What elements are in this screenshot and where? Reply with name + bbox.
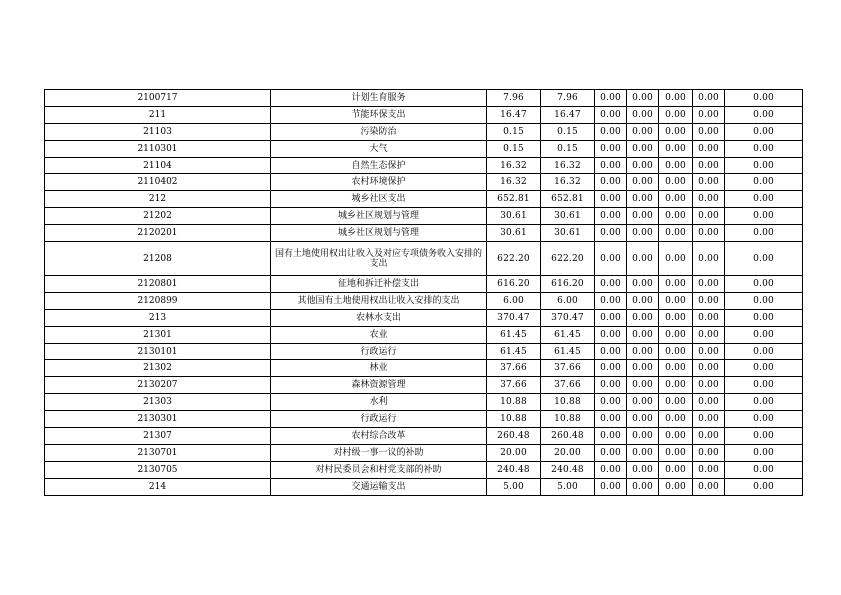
amount-col4-cell: 0.00 bbox=[627, 90, 659, 107]
amount-total-cell: 622.20 bbox=[487, 242, 541, 276]
amount-col4-cell: 0.00 bbox=[627, 478, 659, 495]
subject-code-cell: 211 bbox=[45, 106, 271, 123]
amount-col3-cell: 0.00 bbox=[595, 411, 627, 428]
amount-col5-cell: 0.00 bbox=[659, 106, 693, 123]
amount-basic-cell: 370.47 bbox=[541, 309, 595, 326]
amount-col3-cell: 0.00 bbox=[595, 343, 627, 360]
amount-total-cell: 61.45 bbox=[487, 343, 541, 360]
table-row bbox=[45, 343, 803, 360]
table-row bbox=[45, 478, 803, 495]
amount-total-cell: 20.00 bbox=[487, 444, 541, 461]
subject-code-cell: 2130207 bbox=[45, 377, 271, 394]
amount-basic-cell: 0.15 bbox=[541, 123, 595, 140]
amount-col4-cell: 0.00 bbox=[627, 444, 659, 461]
amount-basic-cell: 260.48 bbox=[541, 428, 595, 445]
amount-basic-cell: 616.20 bbox=[541, 276, 595, 293]
amount-col4-cell: 0.00 bbox=[627, 461, 659, 478]
amount-total-cell: 16.32 bbox=[487, 174, 541, 191]
amount-basic-cell: 16.32 bbox=[541, 157, 595, 174]
amount-col6-cell: 0.00 bbox=[693, 276, 725, 293]
amount-col6-cell: 0.00 bbox=[693, 90, 725, 107]
amount-col7-cell: 0.00 bbox=[725, 140, 803, 157]
amount-col3-cell: 0.00 bbox=[595, 106, 627, 123]
table-row bbox=[45, 360, 803, 377]
budget-table bbox=[44, 89, 803, 496]
amount-col7-cell: 0.00 bbox=[725, 377, 803, 394]
amount-total-cell: 0.15 bbox=[487, 123, 541, 140]
table-row bbox=[45, 242, 803, 276]
amount-col7-cell: 0.00 bbox=[725, 123, 803, 140]
subject-code-cell: 2120801 bbox=[45, 276, 271, 293]
amount-total-cell: 616.20 bbox=[487, 276, 541, 293]
amount-col4-cell: 0.00 bbox=[627, 343, 659, 360]
amount-col7-cell: 0.00 bbox=[725, 276, 803, 293]
amount-total-cell: 5.00 bbox=[487, 478, 541, 495]
amount-total-cell: 6.00 bbox=[487, 292, 541, 309]
subject-name-cell: 城乡社区支出 bbox=[271, 191, 487, 208]
amount-col5-cell: 0.00 bbox=[659, 191, 693, 208]
amount-basic-cell: 30.61 bbox=[541, 225, 595, 242]
amount-col4-cell: 0.00 bbox=[627, 123, 659, 140]
amount-col4-cell: 0.00 bbox=[627, 225, 659, 242]
amount-col6-cell: 0.00 bbox=[693, 377, 725, 394]
subject-name-cell: 农村环境保护 bbox=[271, 174, 487, 191]
amount-col7-cell: 0.00 bbox=[725, 343, 803, 360]
amount-col3-cell: 0.00 bbox=[595, 225, 627, 242]
table-row bbox=[45, 123, 803, 140]
amount-total-cell: 260.48 bbox=[487, 428, 541, 445]
subject-code-cell: 21301 bbox=[45, 326, 271, 343]
subject-name-cell: 交通运输支出 bbox=[271, 478, 487, 495]
amount-col6-cell: 0.00 bbox=[693, 225, 725, 242]
amount-col7-cell: 0.00 bbox=[725, 411, 803, 428]
amount-col7-cell: 0.00 bbox=[725, 191, 803, 208]
subject-code-cell: 2130701 bbox=[45, 444, 271, 461]
subject-name-cell: 林业 bbox=[271, 360, 487, 377]
amount-col5-cell: 0.00 bbox=[659, 123, 693, 140]
amount-col7-cell: 0.00 bbox=[725, 360, 803, 377]
subject-code-cell: 2130301 bbox=[45, 411, 271, 428]
amount-col3-cell: 0.00 bbox=[595, 242, 627, 276]
amount-col3-cell: 0.00 bbox=[595, 394, 627, 411]
amount-col7-cell: 0.00 bbox=[725, 309, 803, 326]
subject-name-cell: 污染防治 bbox=[271, 123, 487, 140]
amount-col4-cell: 0.00 bbox=[627, 191, 659, 208]
amount-col6-cell: 0.00 bbox=[693, 242, 725, 276]
amount-col6-cell: 0.00 bbox=[693, 140, 725, 157]
amount-col7-cell: 0.00 bbox=[725, 106, 803, 123]
amount-total-cell: 16.47 bbox=[487, 106, 541, 123]
amount-col6-cell: 0.00 bbox=[693, 394, 725, 411]
amount-total-cell: 652.81 bbox=[487, 191, 541, 208]
amount-col5-cell: 0.00 bbox=[659, 411, 693, 428]
subject-name-cell: 国有土地使用权出让收入及对应专项债务收入安排的支出 bbox=[271, 242, 487, 276]
amount-col6-cell: 0.00 bbox=[693, 157, 725, 174]
subject-code-cell: 2110301 bbox=[45, 140, 271, 157]
amount-col4-cell: 0.00 bbox=[627, 360, 659, 377]
amount-col3-cell: 0.00 bbox=[595, 309, 627, 326]
amount-col7-cell: 0.00 bbox=[725, 478, 803, 495]
amount-total-cell: 240.48 bbox=[487, 461, 541, 478]
amount-basic-cell: 652.81 bbox=[541, 191, 595, 208]
amount-col4-cell: 0.00 bbox=[627, 174, 659, 191]
amount-col4-cell: 0.00 bbox=[627, 157, 659, 174]
subject-name-cell: 计划生育服务 bbox=[271, 90, 487, 107]
amount-basic-cell: 0.15 bbox=[541, 140, 595, 157]
subject-code-cell: 2120201 bbox=[45, 225, 271, 242]
table-row bbox=[45, 377, 803, 394]
amount-basic-cell: 622.20 bbox=[541, 242, 595, 276]
amount-col6-cell: 0.00 bbox=[693, 343, 725, 360]
subject-code-cell: 2130705 bbox=[45, 461, 271, 478]
subject-code-cell: 21302 bbox=[45, 360, 271, 377]
amount-col3-cell: 0.00 bbox=[595, 123, 627, 140]
subject-code-cell: 212 bbox=[45, 191, 271, 208]
subject-name-cell: 对村级一事一议的补助 bbox=[271, 444, 487, 461]
amount-col4-cell: 0.00 bbox=[627, 140, 659, 157]
table-row bbox=[45, 292, 803, 309]
amount-col7-cell: 0.00 bbox=[725, 394, 803, 411]
table-row bbox=[45, 225, 803, 242]
amount-col5-cell: 0.00 bbox=[659, 478, 693, 495]
subject-name-cell: 水利 bbox=[271, 394, 487, 411]
amount-col7-cell: 0.00 bbox=[725, 157, 803, 174]
subject-name-cell: 农林水支出 bbox=[271, 309, 487, 326]
subject-name-cell: 其他国有土地使用权出让收入安排的支出 bbox=[271, 292, 487, 309]
amount-col7-cell: 0.00 bbox=[725, 326, 803, 343]
subject-code-cell: 2100717 bbox=[45, 90, 271, 107]
amount-col5-cell: 0.00 bbox=[659, 428, 693, 445]
amount-col5-cell: 0.00 bbox=[659, 174, 693, 191]
amount-col4-cell: 0.00 bbox=[627, 242, 659, 276]
amount-col7-cell: 0.00 bbox=[725, 242, 803, 276]
table-row bbox=[45, 140, 803, 157]
amount-col5-cell: 0.00 bbox=[659, 242, 693, 276]
amount-basic-cell: 10.88 bbox=[541, 411, 595, 428]
amount-basic-cell: 10.88 bbox=[541, 394, 595, 411]
subject-name-cell: 征地和拆迁补偿支出 bbox=[271, 276, 487, 293]
amount-col4-cell: 0.00 bbox=[627, 428, 659, 445]
amount-col5-cell: 0.00 bbox=[659, 140, 693, 157]
amount-col5-cell: 0.00 bbox=[659, 208, 693, 225]
amount-col3-cell: 0.00 bbox=[595, 208, 627, 225]
subject-name-cell: 行政运行 bbox=[271, 411, 487, 428]
table-row bbox=[45, 90, 803, 107]
amount-col4-cell: 0.00 bbox=[627, 309, 659, 326]
subject-name-cell: 节能环保支出 bbox=[271, 106, 487, 123]
subject-code-cell: 2130101 bbox=[45, 343, 271, 360]
amount-basic-cell: 37.66 bbox=[541, 360, 595, 377]
amount-basic-cell: 61.45 bbox=[541, 326, 595, 343]
amount-col6-cell: 0.00 bbox=[693, 309, 725, 326]
subject-name-cell: 城乡社区规划与管理 bbox=[271, 225, 487, 242]
amount-col6-cell: 0.00 bbox=[693, 428, 725, 445]
amount-col7-cell: 0.00 bbox=[725, 461, 803, 478]
amount-total-cell: 10.88 bbox=[487, 394, 541, 411]
amount-col3-cell: 0.00 bbox=[595, 276, 627, 293]
subject-code-cell: 21104 bbox=[45, 157, 271, 174]
amount-col4-cell: 0.00 bbox=[627, 208, 659, 225]
amount-col7-cell: 0.00 bbox=[725, 208, 803, 225]
amount-col5-cell: 0.00 bbox=[659, 360, 693, 377]
amount-col3-cell: 0.00 bbox=[595, 360, 627, 377]
table-body bbox=[45, 90, 803, 496]
amount-col3-cell: 0.00 bbox=[595, 90, 627, 107]
subject-code-cell: 21208 bbox=[45, 242, 271, 276]
amount-col6-cell: 0.00 bbox=[693, 292, 725, 309]
amount-col6-cell: 0.00 bbox=[693, 326, 725, 343]
amount-col6-cell: 0.00 bbox=[693, 123, 725, 140]
subject-name-cell: 大气 bbox=[271, 140, 487, 157]
amount-col6-cell: 0.00 bbox=[693, 411, 725, 428]
table-row bbox=[45, 276, 803, 293]
amount-total-cell: 30.61 bbox=[487, 225, 541, 242]
amount-total-cell: 7.96 bbox=[487, 90, 541, 107]
amount-col6-cell: 0.00 bbox=[693, 191, 725, 208]
amount-col7-cell: 0.00 bbox=[725, 225, 803, 242]
amount-col5-cell: 0.00 bbox=[659, 444, 693, 461]
amount-col6-cell: 0.00 bbox=[693, 478, 725, 495]
amount-basic-cell: 6.00 bbox=[541, 292, 595, 309]
table-row bbox=[45, 394, 803, 411]
amount-col6-cell: 0.00 bbox=[693, 174, 725, 191]
subject-code-cell: 21103 bbox=[45, 123, 271, 140]
amount-col6-cell: 0.00 bbox=[693, 444, 725, 461]
table-row bbox=[45, 444, 803, 461]
amount-basic-cell: 61.45 bbox=[541, 343, 595, 360]
subject-name-cell: 森林资源管理 bbox=[271, 377, 487, 394]
amount-col3-cell: 0.00 bbox=[595, 157, 627, 174]
amount-col4-cell: 0.00 bbox=[627, 106, 659, 123]
amount-col6-cell: 0.00 bbox=[693, 360, 725, 377]
amount-total-cell: 10.88 bbox=[487, 411, 541, 428]
amount-col5-cell: 0.00 bbox=[659, 377, 693, 394]
amount-col5-cell: 0.00 bbox=[659, 292, 693, 309]
amount-total-cell: 37.66 bbox=[487, 360, 541, 377]
table-row bbox=[45, 411, 803, 428]
subject-code-cell: 213 bbox=[45, 309, 271, 326]
amount-col5-cell: 0.00 bbox=[659, 225, 693, 242]
amount-col5-cell: 0.00 bbox=[659, 326, 693, 343]
subject-name-cell: 行政运行 bbox=[271, 343, 487, 360]
subject-code-cell: 2110402 bbox=[45, 174, 271, 191]
subject-code-cell: 2120899 bbox=[45, 292, 271, 309]
amount-total-cell: 37.66 bbox=[487, 377, 541, 394]
amount-col6-cell: 0.00 bbox=[693, 106, 725, 123]
amount-col4-cell: 0.00 bbox=[627, 292, 659, 309]
amount-col4-cell: 0.00 bbox=[627, 377, 659, 394]
amount-basic-cell: 16.47 bbox=[541, 106, 595, 123]
amount-col5-cell: 0.00 bbox=[659, 309, 693, 326]
amount-col3-cell: 0.00 bbox=[595, 377, 627, 394]
table-row bbox=[45, 428, 803, 445]
amount-col7-cell: 0.00 bbox=[725, 90, 803, 107]
amount-basic-cell: 16.32 bbox=[541, 174, 595, 191]
amount-col5-cell: 0.00 bbox=[659, 157, 693, 174]
amount-col4-cell: 0.00 bbox=[627, 276, 659, 293]
amount-total-cell: 0.15 bbox=[487, 140, 541, 157]
amount-col5-cell: 0.00 bbox=[659, 343, 693, 360]
subject-name-cell: 农村综合改革 bbox=[271, 428, 487, 445]
amount-total-cell: 30.61 bbox=[487, 208, 541, 225]
table-row bbox=[45, 461, 803, 478]
amount-total-cell: 370.47 bbox=[487, 309, 541, 326]
subject-name-cell: 城乡社区规划与管理 bbox=[271, 208, 487, 225]
amount-basic-cell: 7.96 bbox=[541, 90, 595, 107]
amount-total-cell: 16.32 bbox=[487, 157, 541, 174]
amount-col6-cell: 0.00 bbox=[693, 208, 725, 225]
subject-code-cell: 214 bbox=[45, 478, 271, 495]
amount-col3-cell: 0.00 bbox=[595, 478, 627, 495]
amount-col7-cell: 0.00 bbox=[725, 444, 803, 461]
amount-basic-cell: 37.66 bbox=[541, 377, 595, 394]
amount-col5-cell: 0.00 bbox=[659, 461, 693, 478]
amount-total-cell: 61.45 bbox=[487, 326, 541, 343]
amount-col3-cell: 0.00 bbox=[595, 140, 627, 157]
subject-code-cell: 21303 bbox=[45, 394, 271, 411]
amount-basic-cell: 30.61 bbox=[541, 208, 595, 225]
table-row bbox=[45, 174, 803, 191]
amount-col6-cell: 0.00 bbox=[693, 461, 725, 478]
table-row bbox=[45, 309, 803, 326]
amount-col5-cell: 0.00 bbox=[659, 394, 693, 411]
amount-col5-cell: 0.00 bbox=[659, 276, 693, 293]
subject-name-cell: 对村民委员会和村党支部的补助 bbox=[271, 461, 487, 478]
amount-col3-cell: 0.00 bbox=[595, 461, 627, 478]
amount-col3-cell: 0.00 bbox=[595, 428, 627, 445]
table-row bbox=[45, 106, 803, 123]
amount-col7-cell: 0.00 bbox=[725, 428, 803, 445]
subject-code-cell: 21202 bbox=[45, 208, 271, 225]
amount-col5-cell: 0.00 bbox=[659, 90, 693, 107]
table-row bbox=[45, 191, 803, 208]
subject-name-cell: 自然生态保护 bbox=[271, 157, 487, 174]
table-row bbox=[45, 326, 803, 343]
amount-col3-cell: 0.00 bbox=[595, 191, 627, 208]
amount-col3-cell: 0.00 bbox=[595, 326, 627, 343]
amount-col4-cell: 0.00 bbox=[627, 411, 659, 428]
amount-col3-cell: 0.00 bbox=[595, 444, 627, 461]
table-row bbox=[45, 157, 803, 174]
subject-name-cell: 农业 bbox=[271, 326, 487, 343]
amount-col7-cell: 0.00 bbox=[725, 292, 803, 309]
amount-col3-cell: 0.00 bbox=[595, 174, 627, 191]
amount-col4-cell: 0.00 bbox=[627, 326, 659, 343]
amount-basic-cell: 20.00 bbox=[541, 444, 595, 461]
amount-col7-cell: 0.00 bbox=[725, 174, 803, 191]
amount-basic-cell: 5.00 bbox=[541, 478, 595, 495]
amount-basic-cell: 240.48 bbox=[541, 461, 595, 478]
table-row bbox=[45, 208, 803, 225]
subject-code-cell: 21307 bbox=[45, 428, 271, 445]
amount-col4-cell: 0.00 bbox=[627, 394, 659, 411]
amount-col3-cell: 0.00 bbox=[595, 292, 627, 309]
